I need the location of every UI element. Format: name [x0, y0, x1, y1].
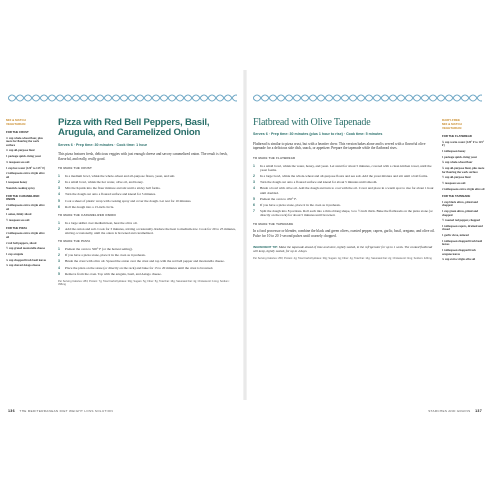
step: 3 Mix the liquids into the flour mixture and stir until a sticky ball forms. — [58, 186, 238, 190]
step: 5 Coat a sheet of plastic wrap with cooking spray and cover the dough. Let rest for 10 minutes. — [58, 199, 238, 203]
step: 7 Split the dough into 8 portions. Roll each into a thin oblong shape, ¼ to ½ inch thick. Bake the flatbreads on the pizza stone (or directly on the rack) for about 5 minutes until browned. — [253, 209, 437, 218]
ingredient-group-heading: FOR THE CRUST — [6, 130, 29, 134]
step: 2 Add the onion and salt. Cook for 3 minutes, stirring occasionally. Reduce the heat to medium-low. Cook for 20 to 25 minutes, stirring occasionally, until the onion is browned and caramelized. — [58, 227, 238, 236]
step-text: If you have a pizza stone, place it in the oven as it preheats. — [65, 253, 146, 258]
ingredients-sidebar — [6, 118, 48, 270]
step-text: Brush a bowl with olive oil. Add the dough and turn to coat with the oil. Cover and place in a warm spot to rise for about 1 hour until doubled. — [260, 186, 434, 195]
ingredient-item: 1 package quick-rising yeast — [6, 154, 41, 159]
running-footer: STARCHES AND GRAINS — [428, 409, 471, 413]
ingredient-item: 2 tablespoons extra-virgin olive oil — [6, 231, 45, 239]
step: 1 In a medium bowl, whisk the whole-wheat and all-purpose flours, yeast, and salt. — [58, 174, 238, 178]
ingredient-item: ½ teaspoon sea salt — [6, 218, 30, 223]
step-text: If you have a pizza stone, place it in the oven as it preheats. — [260, 202, 341, 207]
step-list — [253, 164, 437, 218]
ingredient-item: 2 red bell peppers, sliced — [6, 240, 37, 245]
right-page — [245, 0, 490, 490]
step-text: Split the dough into 8 portions. Roll each into a thin oblong shape, ¼ to ½ inch thick. Bake the flatbreads on the pizza stone (or directly on the rack) for about 5 minutes until browned. — [260, 208, 433, 218]
page-number: 137 — [475, 409, 482, 413]
step-text: In a small bowl, whisk the water, honey, and yeast. Let stand for about 5 minutes, covered with a clean kitchen towel, until the yeast foams. — [260, 163, 432, 173]
diet-tags — [6, 118, 48, 126]
ingredient-item: ¾ cup warm water (120° F to 125° F) — [442, 139, 484, 148]
page-number: 136 — [8, 409, 15, 413]
step: 2 In a large bowl, whisk the whole-wheat and all-purpose flours and sea salt. Add the yeast mixture and stir until a ball forms. — [253, 174, 437, 178]
step: 5 Remove from the oven. Top with the arugula, basil, and Asiago cheese. — [58, 272, 238, 276]
section-heading: TO MAKE THE CRUST — [58, 166, 93, 171]
step: 2 If you have a pizza stone, place it in the oven as it preheats. — [58, 253, 238, 257]
ingredient-item: ⅛ teaspoon sea salt — [6, 159, 30, 164]
ingredient-item: ½ teaspoon sea salt — [442, 180, 466, 185]
ingredient-item: ½ cup all-purpose flour — [442, 175, 471, 180]
step: 2 In a small bowl, whisk the hot water, olive oil, and honey. — [58, 180, 238, 184]
ingredient-group-heading: FOR THE FLATBREAD — [442, 134, 472, 138]
ingredient-item: ¼ cup extra-virgin olive oil — [442, 257, 476, 262]
diet-tag: VEGETARIAN — [442, 126, 462, 130]
step: 6 Roll the dough into a 13-inch circle. — [58, 205, 238, 209]
ingredient-item: 1 garlic clove, minced — [442, 233, 469, 238]
nutrition-info: Per Serving Calories: 250; Protein: 4g; Total Carbohydrates: 30g; Sugars: 4g; Fiber: 4g; Total Fat: 14g; Saturated Fat: 2g; Cholesterol: 0mg; Sodium: 420mg — [253, 257, 432, 261]
ingredients-sidebar — [442, 118, 486, 264]
step-text: Preheat the oven to 450° F. — [260, 196, 297, 201]
diet-tag: DAIRY-FREE — [442, 118, 461, 122]
diet-tags — [442, 118, 486, 130]
step-text: Turn the dough out onto a floured surface and knead for about 5 minutes until smooth. — [260, 180, 378, 185]
step: 4 Brush a bowl with olive oil. Add the dough and turn to coat with the oil. Cover and place in a warm spot to rise for about 1 hour until doubled. — [253, 186, 437, 195]
recipe-intro: This pizza features fresh, delicious veggies with just enough cheese and savory caramelized onion. The result is fresh, flavorful, and really, really good. — [58, 152, 228, 161]
recipe-intro: Flatbread is similar to pizza crust, but with a heartier chew. This version bakes alone and is served with a flavorful olive tapenade for a delicious side dish, snack, or appetizer. Prepare the tapenade while the flatbread rises. — [253, 141, 426, 151]
ingredient-item: 1 tablespoon chopped fresh oregano leaves — [442, 248, 476, 256]
step-text: Place the pizza on the stone (or directly on the rack) and bake for 15 to 20 minutes until the crust is browned. — [65, 265, 214, 270]
ingredient-item: 1 cup black olives, pitted and chopped — [442, 199, 478, 208]
ingredient-item: ½ cup grated mozzarella cheese — [6, 246, 45, 251]
diet-tag: MIX & MATCH — [6, 118, 26, 122]
step-text: Add the onion and salt. Cook for 3 minutes, stirring occasionally. Reduce the heat to medium-low. Cook for 20 to 25 minutes, stirring occasionally, until the onion is browned and caramelized. — [65, 226, 236, 236]
step: 4 Place the pizza on the stone (or directly on the rack) and bake for 15 to 20 minutes until the crust is browned. — [58, 266, 238, 270]
step-text: In a large bowl, whisk the whole-wheat and all-purpose flours and sea salt. Add the yeast mixture and stir until a ball forms. — [260, 174, 429, 179]
ingredient-item: 1 cup green olives, pitted and chopped — [442, 209, 478, 217]
recipe-title: Flatbread with Olive Tapenade — [253, 117, 371, 128]
recipe-main — [253, 118, 437, 261]
decorative-border — [8, 92, 237, 104]
ingredient-item: 1 onion, thinly sliced — [6, 212, 32, 217]
ingredient-tip-label: INGREDIENT TIP: — [253, 244, 279, 249]
ingredient-item: 1 tablespoon honey — [442, 148, 466, 153]
ingredient-item: 1 tablespoon chopped fresh basil leaves — [442, 238, 483, 247]
running-footer: THE MEDITERRANEAN DIET WEIGHT LOSS SOLUTION — [19, 409, 114, 413]
recipe-meta: Serves 6 · Prep time: 30 minutes (plus 1 hour to rise) · Cook time: 5 minutes — [253, 132, 383, 137]
step-list — [58, 174, 238, 209]
step-text: Roll the dough into a 13-inch circle. — [65, 204, 115, 209]
step-text: Turn the dough out onto a floured surface and knead for 5 minutes. — [65, 192, 156, 197]
ingredient-item: 2 tablespoons extra-virgin olive oil — [6, 171, 45, 179]
ingredient-item: ¾ cup whole-wheat flour — [442, 160, 473, 165]
ingredient-item: ⅔ cup whole-wheat flour, plus more for flouring the work surface — [6, 135, 43, 147]
step: 6 If you have a pizza stone, place it in the oven as it preheats. — [253, 203, 437, 207]
section-heading: TO MAKE THE FLATBREAD — [253, 156, 296, 160]
ingredient-item: 2 tablespoons extra-virgin olive oil — [442, 186, 485, 191]
page-footer — [428, 409, 482, 413]
section-heading: TO MAKE THE TAPENADE — [253, 221, 294, 226]
ingredient-item: 1 cup hot water (120° to 125° F) — [6, 165, 46, 170]
step-text: Preheat the oven to 500° F (or the hottest setting). — [65, 247, 133, 252]
step-list — [58, 221, 238, 236]
ingredient-item: 1 cup arugula — [6, 251, 24, 256]
diet-tag: VEGETARIAN — [6, 122, 26, 126]
step-text: Brush the crust with olive oil. Spread the onion over the crust and top with the red bell pepper and mozzarella cheese. — [65, 259, 225, 264]
ingredient-item: 1 tablespoon capers, drained and rinsed — [442, 223, 483, 232]
step-text: Remove from the oven. Top with the arugula, basil, and Asiago cheese. — [65, 271, 162, 276]
ingredient-item: 2 tablespoons extra-virgin olive oil — [6, 203, 45, 211]
section-heading: TO MAKE THE CARAMELIZED ONION — [58, 212, 116, 217]
step-text: Mix the liquids into the flour mixture and stir until a sticky ball forms. — [65, 186, 161, 191]
decorative-border — [253, 92, 482, 104]
ingredient-item: ¼ cup shaved Asiago cheese — [6, 263, 41, 268]
ingredient-group-heading: FOR THE CARAMELIZED ONION — [6, 193, 40, 202]
step-text: Coat a sheet of plastic wrap with cooking spray and cover the dough. Let rest for 10 minutes. — [65, 198, 192, 203]
step: 1 In a large skillet over medium heat, heat the olive oil. — [58, 221, 238, 225]
step-text: In a small bowl, whisk the hot water, olive oil, and honey. — [65, 180, 144, 185]
ingredient-item: ¼ cup chopped fresh basil leaves — [6, 257, 47, 262]
section-heading: TO MAKE THE PIZZA — [58, 239, 91, 244]
ingredient-item: ¾ cup all-purpose flour, plus more for flouring the work surface — [442, 166, 485, 174]
ingredient-item: 1 teaspoon honey — [6, 180, 28, 185]
ingredient-item: 1 package quick-rising yeast — [442, 154, 477, 159]
diet-tag: MIX & MATCH — [442, 122, 462, 126]
step: 3 Turn the dough out onto a floured surface and knead for about 5 minutes until smooth. — [253, 180, 437, 184]
ingredient-item: ⅔ cup all-purpose flour — [6, 148, 35, 153]
step-text: In a medium bowl, whisk the whole-wheat and all-purpose flours, yeast, and salt. — [65, 174, 176, 179]
ingredient-item: ½ roasted red pepper, chopped — [442, 218, 480, 223]
nutrition-info: Per Serving Calories: 284; Protein: 7g; Total Carbohydrates: 30g; Sugars: 5g; Fiber: 5g; Total Fat: 16g; Saturated Fat: 4g; Cholesterol: 11mg; Sodium: 396mg — [58, 279, 230, 287]
step-text: In a large skillet over medium heat, heat the olive oil. — [65, 220, 138, 225]
step: 1 Preheat the oven to 500° F (or the hottest setting). — [58, 247, 238, 251]
step: 4 Turn the dough out onto a floured surface and knead for 5 minutes. — [58, 192, 238, 196]
ingredient-group-heading: FOR THE PIZZA — [6, 225, 28, 230]
recipe-main — [58, 118, 238, 287]
ingredient-tip-text: Make the tapenade ahead of time and store, tightly sealed, in the refrigerator for up to 1 week. The cooked flatbread will keep, tightly sealed, for up to 4 days. — [253, 244, 433, 253]
step-list — [58, 247, 238, 276]
recipe-title: Pizza with Red Bell Peppers, Basil, Arugula, and Caramelized Onion — [58, 117, 210, 139]
step: 3 Brush the crust with olive oil. Spread the onion over the crust and top with the red bell pepper and mozzarella cheese. — [58, 259, 238, 263]
ingredient-group-heading: FOR THE TAPENADE — [442, 194, 471, 199]
step: 5 Preheat the oven to 450° F. — [253, 197, 437, 201]
ingredient-item: Nonstick cooking spray — [6, 186, 35, 191]
page-footer — [8, 409, 113, 413]
tapenade-instructions: In a food processor or blender, combine the black and green olives, roasted pepper, capers, garlic, basil, oregano, and olive oil. Pulse for 10 to 20 1-second pulses until coarsely chopped. — [253, 229, 435, 238]
step: 1 In a small bowl, whisk the water, honey, and yeast. Let stand for about 5 minutes, covered with a clean kitchen towel, until the yeast foams. — [253, 164, 437, 173]
recipe-meta: Serves 6 · Prep time: 30 minutes · Cook time: 1 hour — [58, 142, 148, 147]
ingredient-tip — [253, 245, 437, 254]
